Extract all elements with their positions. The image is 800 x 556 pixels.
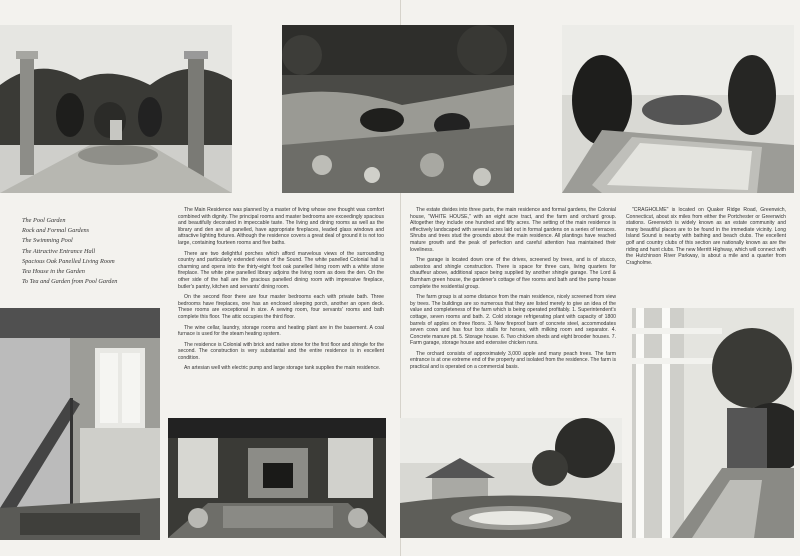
paragraph: There are two delightful porches which afford marvelous views of the surrounding country and particularly extended views of the Sound. The white panelled Colonial hall is charming and opens into the thirty-eight foot oak panelled living room with a white stone fireplace. The white pine panelled library adjoins the living room as does the den. On the other side of the hall are the gracious panelled dining room with impressive fireplace, butler's pantry, kitchen and servants' dining room. [178,250,384,290]
caption-item: Rock and Formal Gardens [22,227,90,235]
paragraph: The residence is Colonial with brick and native stone for the first floor and shingle for the second. The construction is very substantial and the entire residence is in excellent condition. [178,341,384,361]
entrance-hall-photo [0,308,160,540]
caption-item: Spacious Oak Panelled Living Room [22,257,115,265]
paragraph: The estate divides into three parts, the main residence and formal gardens, the Colonial house, "WHITE HOUSE," with an eight acre tract, and the farm and orchard group. Altogether they include one hundred and fifty acres. The setting of the main residence is effectively landscaped with several acres laid out in formal gardens on a series of terraces. Shrubs and trees stud the grounds about the main residence. All plantings have reached mature growth and the peak of perfection and careful attention has maintained their loveliness. [410,207,616,253]
caption-list [22,216,172,287]
paragraph: An artesian well with electric pump and large storage tank supplies the main residence. [184,365,381,372]
caption-item: The Pool Garden [22,217,66,224]
tea-house-photo [400,418,622,538]
pool-garden-photo [0,25,232,193]
paragraph: The Main Residence was planned by a master of living whose one thought was comfort combined with dignity. The principal rooms and master bedrooms are exceedingly spacious and beautifully decorated in impeccable taste. The living and dining rooms as well as the library and den are all panelled, have appropriate fireplaces, leaded glass windows and attractive lighting fixtures. Although the residence covers a great deal of ground it is not too large, containing fourteen rooms and five baths. [178,207,384,246]
tea-garden-photo [632,308,794,538]
main-residence-text [178,207,384,376]
living-room-photo [168,418,386,538]
paragraph: The orchard consists of approximately 3,000 apple and many peach trees. The farm entrance is at one extreme end of the property and isolated from the residence. The farm is practical and is operated on a commercial basis. [410,350,616,371]
paragraph: The farm group is at some distance from the main residence, nicely screened from view by trees. The buildings are so numerous that they are listed merely to give an idea of the value and completeness of the farm which is being operated profitably. 1. Superintendent's cottage, seven rooms and bath. 2. Cold storage refrigerating plant with capacity of 1800 barrels of apples on three floors. 3. New fireproof barn of concrete steel, accommodates seven cows and has four box stalls for horses, with milking room and separator. 4. Concrete manure pit. 5. Storage house. 6. Two chicken sheds and eight brooder houses. 7. Farm garage, storage house and extensive chicken runs. [410,294,616,347]
paragraph: On the second floor there are four master bedrooms each with private bath. Three bedrooms have fireplaces, one has an enclosed sleeping porch, another an open deck. These rooms are exceptional in size. A sewing room, four servants' rooms and bath complete this floor. The attic occupies the third floor. [178,294,384,320]
caption-item: The Attractive Entrance Hall [22,247,96,255]
estate-description-text [410,207,616,375]
paragraph: The wine cellar, laundry, storage rooms and heating plant are in the basement. A coal furnace is used for the steam heating system. [178,324,384,338]
caption-item: To Tea and Garden from Pool Garden [22,278,118,286]
paragraph: "CRAGHOLME" is located on Quaker Ridge Road, Greenwich, Connecticut, about six miles from either the Portchester or Greenwich stations. Greenwich is widely known as an estate community and many beautiful places are to be found in the immediate vicinity. Long Island Sound is nearby with bathing and beach clubs. The excellent golf and country clubs of this section are nationally known as are the riding and hunt clubs. The new Merritt Highway, which will connect with the Hutchinson River Parkway, is about a mile and a quarter from Cragholme. [626,207,786,266]
caption-item: Tea House in the Garden [22,268,85,276]
rock-formal-gardens-photo [282,25,514,193]
paragraph: The garage is located down one of the drives, screened by trees, and is of stucco, asbestos and shingle construction. There is space for three cars, living quarters for chauffeur above, additional space being supplied by another shingle garage. The Lord & Burnham green house, the gardener's cottage of five rooms and bath and the pump house complete the residential group. [410,257,616,290]
caption-item: The Swimming Pool [22,237,73,245]
swimming-pool-photo [562,25,794,193]
cragholme-location-text [626,207,786,270]
